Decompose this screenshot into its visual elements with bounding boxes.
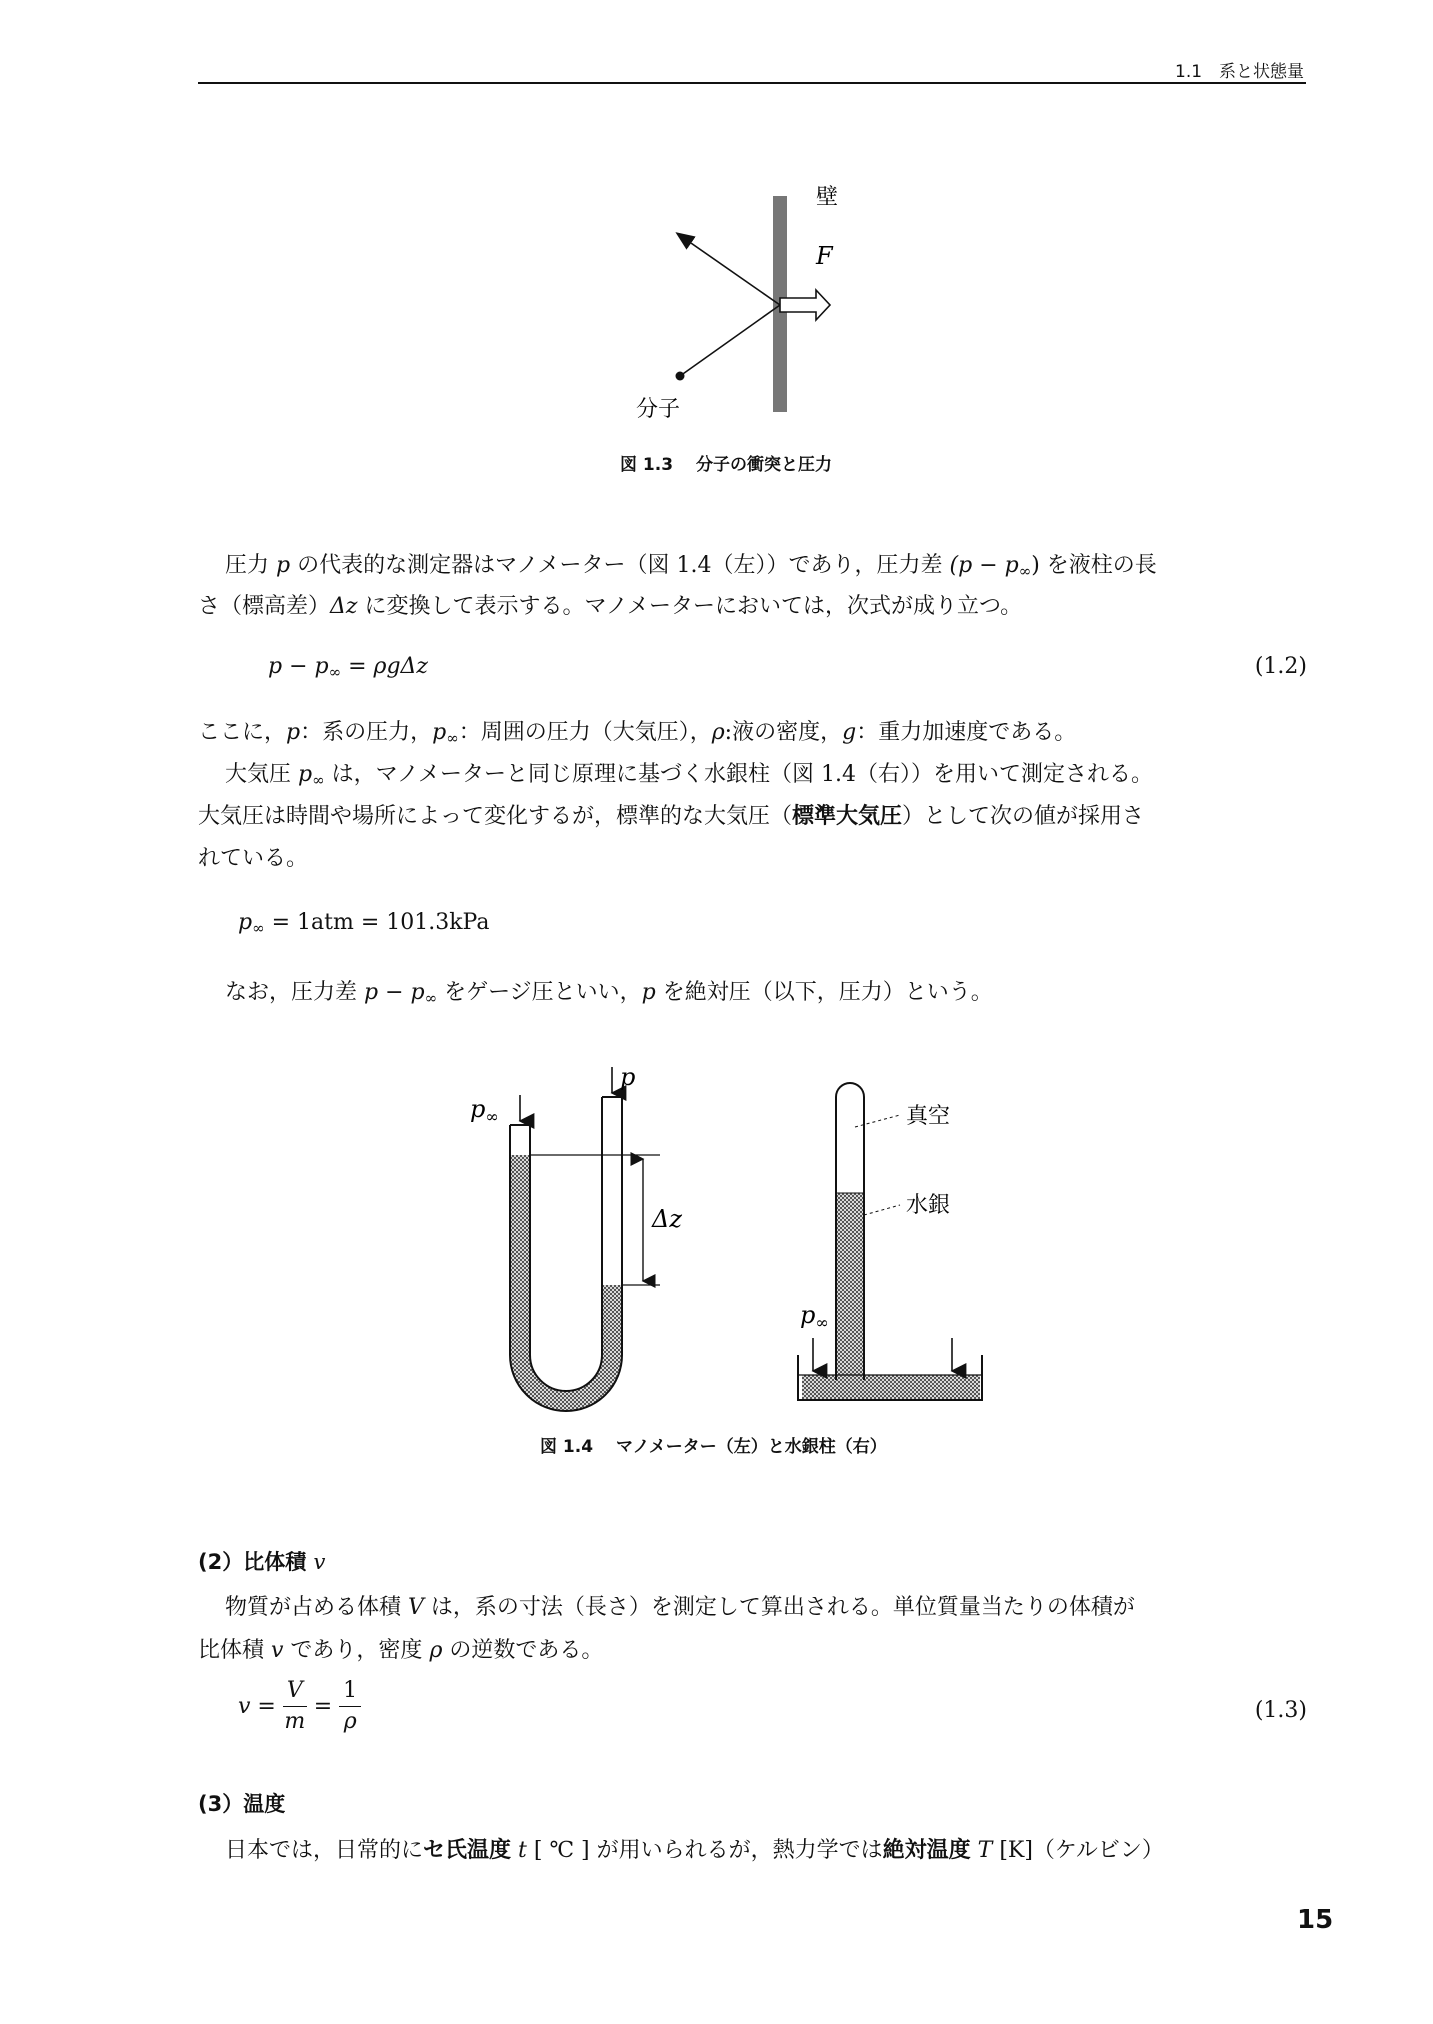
p-label: p <box>620 1063 636 1091</box>
vacuum-label: 真空 <box>906 1104 951 1129</box>
header-rule <box>198 82 1306 84</box>
equation-standard-atm: $p_\infty = 1atm = 101.3kPa$ <box>238 910 490 937</box>
section2-line2: 比体積 v であり，密度 ρ の逆数である。 <box>198 1638 604 1663</box>
figure-1-3-caption: 図 1.3 分子の衝突と圧力 <box>620 455 832 475</box>
p-inf-label-right: $p_\infty$ <box>800 1301 829 1332</box>
incoming-path <box>680 305 780 376</box>
figure-1-4-caption: 図 1.4 マノメーター（左）と水銀柱（右） <box>540 1437 887 1457</box>
force-label: F <box>816 242 833 270</box>
u-tube-manometer <box>470 1063 682 1411</box>
figure-1-4 <box>460 1055 1020 1415</box>
para3-line1: 大気圧 $p_\infty$ は，マノメーターと同じ原理に基づく水銀柱（図 1.4（右））を用いて測定される。 <box>225 762 1154 789</box>
p-inf-label-left: $p_\infty$ <box>470 1095 499 1126</box>
para1-line2: さ（標高差）Δz に変換して表示する。マノメーターにおいては，次式が成り立つ。 <box>198 594 1023 619</box>
equation-1-2: $p - p_\infty = \rho g\Delta z$ <box>268 654 429 681</box>
equation-1-3: v = $\frac{V}{m}$ = $\frac{1}{\rho}$ <box>238 1676 361 1737</box>
figure-1-3 <box>630 180 870 440</box>
para2: ここに，p：系の圧力，$p_\infty$：周囲の圧力（大気圧），ρ:液の密度，g：重力加速度である。 <box>198 720 1077 747</box>
wall-label: 壁 <box>816 185 839 210</box>
section2-line1: 物質が占める体積 V は，系の寸法（長さ）を測定して算出される。単位質量当たりの体積が <box>225 1595 1135 1620</box>
equation-1-2-number: (1.2) <box>1254 654 1307 679</box>
reflected-path-arrow <box>678 234 780 305</box>
section-3-heading: (3）温度 <box>198 1792 286 1816</box>
molecule-label: 分子 <box>636 397 681 422</box>
dz-label: Δz <box>652 1205 682 1233</box>
section3-line1: 日本では，日常的にセ氏温度 t [ ℃ ] が用いられるが，熱力学では絶対温度 T [K]（ケルビン） <box>225 1838 1164 1863</box>
running-head: 1.1 系と状態量 <box>1175 62 1305 82</box>
section-2-heading: (2）比体積 v <box>198 1550 326 1574</box>
mercury-label: 水銀 <box>906 1193 951 1218</box>
mercury-barometer <box>798 1083 982 1400</box>
para1-line1: 圧力 p の代表的な測定器はマノメーター（図 1.4（左））であり，圧力差 $(p - p_\infty)$ を液柱の長 <box>225 553 1157 580</box>
para4: なお，圧力差 $p - p_\infty$ をゲージ圧といい，p を絶対圧（以下，圧力）という。 <box>225 980 993 1007</box>
equation-1-3-number: (1.3) <box>1254 1698 1307 1723</box>
para3-line2: 大気圧は時間や場所によって変化するが，標準的な大気圧（標準大気圧）として次の値が採用さ <box>198 804 1145 829</box>
molecule-dot <box>676 372 685 381</box>
force-arrow <box>780 290 830 320</box>
para3-line3: れている。 <box>198 846 309 871</box>
page-number: 15 <box>1297 1905 1334 1935</box>
